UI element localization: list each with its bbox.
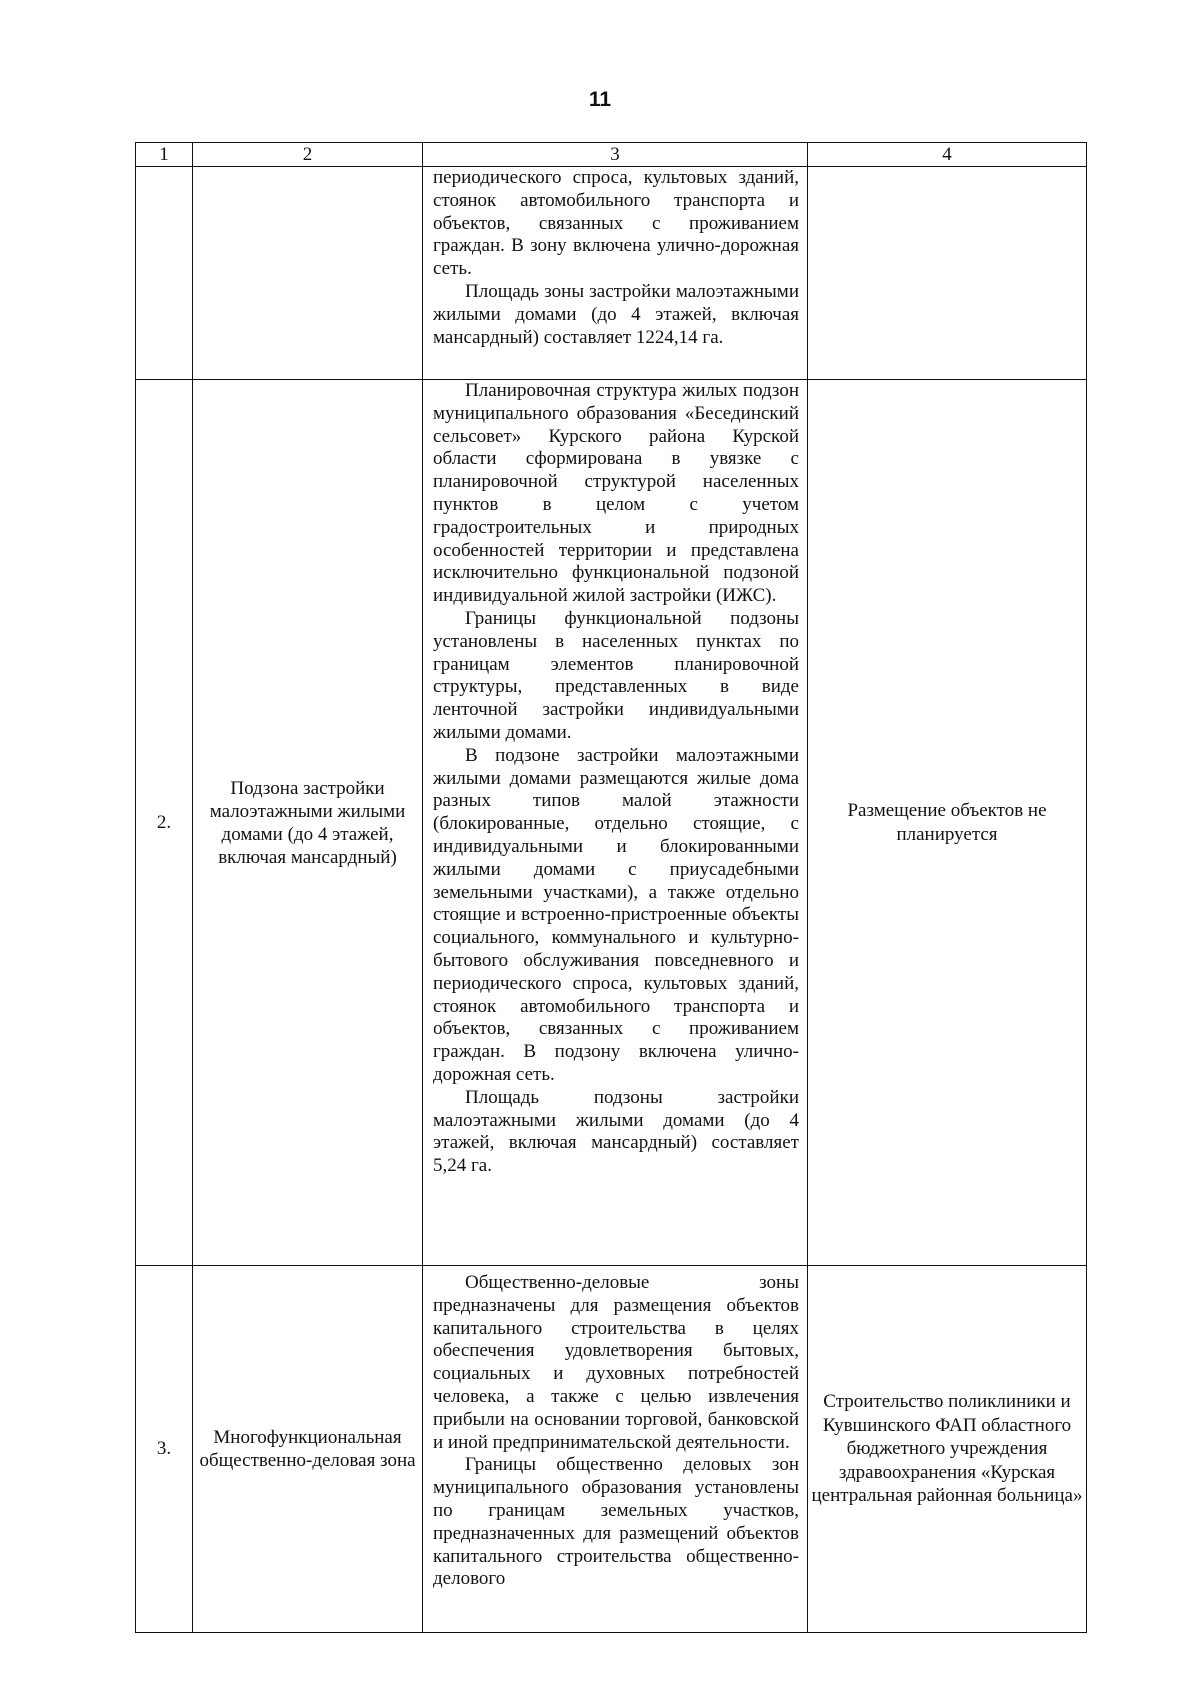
row-number (136, 167, 193, 380)
header-col-3: 3 (423, 143, 808, 167)
zone-description (423, 167, 808, 380)
description-paragraph: Площадь подзоны застройки малоэтажными жилыми домами (до 4 этажей, включая мансардный) составляет 5,24 га. (433, 1086, 799, 1177)
description-paragraph: Площадь зоны застройки малоэтажными жилыми домами (до 4 этажей, включая мансардный) составляет 1224,14 га. (433, 280, 799, 348)
zone-description (423, 380, 808, 1266)
description-paragraph: В подзоне застройки малоэтажными жилыми домами размещаются жилые дома разных типов малой этажности (блокированные, отдельно стоящие, с индивидуальными и блокированными жилыми домами с приусадебными земельными участками), а также отдельно стоящие и встроенно-пристроенные объекты социального, коммунального и культурно-бытового обслуживания повседневного и периодического спроса, культовых зданий, стоянок автомобильного транспорта и объектов, связанных с проживанием граждан. В подзону включена улично-дорожная сеть. (433, 744, 799, 1085)
description-paragraph: периодического спроса, культовых зданий, стоянок автомобильного транспорта и объектов, связанных с проживанием граждан. В зону включена улично-дорожная сеть. (433, 167, 799, 280)
table-header-row (136, 143, 1087, 167)
table-row-continuation (136, 167, 1087, 380)
description-paragraph: Границы функциональной подзоны установлены в населенных пунктах по границам элементов планировочной структуры, представленных в виде ленточной застройки индивидуальными жилыми домами. (433, 607, 799, 743)
page-number: 11 (588, 88, 612, 111)
zone-name: Многофункциональная общественно-деловая зона (193, 1266, 423, 1633)
table-row-3 (136, 1266, 1087, 1633)
planned-objects (808, 167, 1087, 380)
planned-objects: Строительство поликлиники и Кувшинского ФАП областного бюджетного учреждения здравоохранения «Курская центральная районная больница» (808, 1266, 1087, 1633)
planned-objects: Размещение объектов не планируется (808, 380, 1087, 1266)
zone-description (423, 1266, 808, 1633)
zone-name: Подзона застройки малоэтажными жилыми домами (до 4 этажей, включая мансардный) (193, 380, 423, 1266)
header-col-1: 1 (136, 143, 193, 167)
description-paragraph: Границы общественно деловых зон муниципального образования установлены по границам земельных участков, предназначенных для размещений объектов капитального строительства общественно-делового (433, 1454, 799, 1590)
row-number: 3. (136, 1266, 193, 1633)
description-paragraph: Общественно-деловые зоны предназначены для размещения объектов капитального строительства в целях обеспечения удовлетворения бытовых, социальных и духовных потребностей человека, а также с целью извлечения прибыли на основании торговой, банковской и иной предпринимательской деятельности. (433, 1272, 799, 1453)
description-paragraph: Планировочная структура жилых подзон муниципального образования «Бесединский сельсовет» Курского района Курской области сформирована в увязке с планировочной структурой населенных пунктов в целом с учетом градостроительных и природных особенностей территории и представлена исключительно функциональной подзоной индивидуальной жилой застройки (ИЖС). (433, 380, 799, 607)
header-col-2: 2 (193, 143, 423, 167)
table-row-2 (136, 380, 1087, 1266)
zones-table (135, 142, 1087, 1633)
zone-name (193, 167, 423, 380)
header-col-4: 4 (808, 143, 1087, 167)
row-number: 2. (136, 380, 193, 1266)
